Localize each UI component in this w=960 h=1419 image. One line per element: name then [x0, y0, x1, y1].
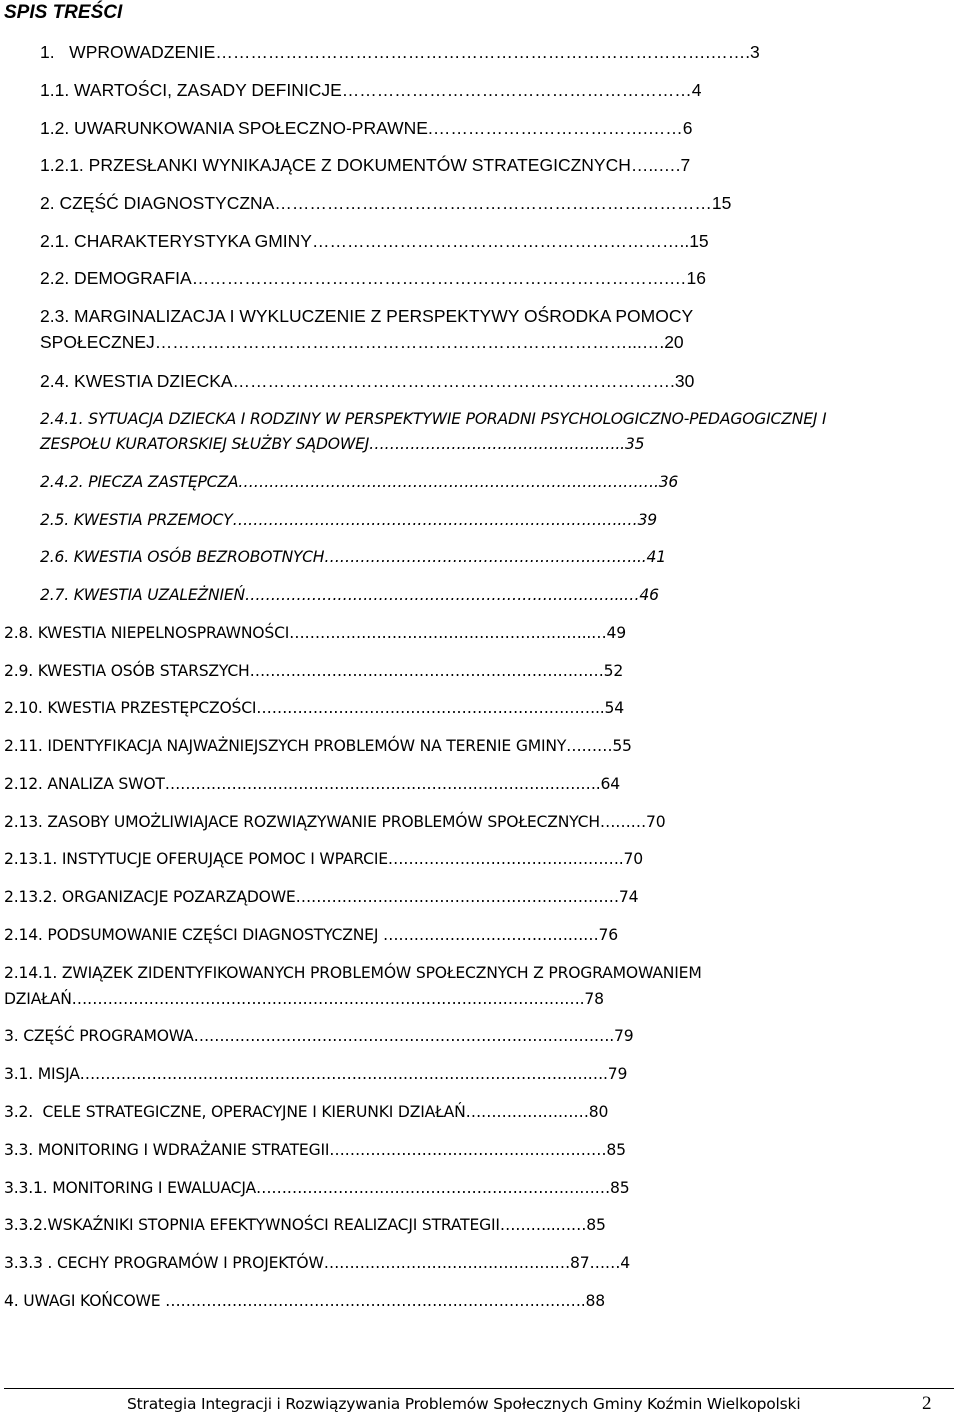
- toc-entry[interactable]: 2.4.2. PIECZA ZASTĘPCZA……………………………………………………………………….36: [40, 473, 679, 491]
- toc-entry[interactable]: 3.2. CELE STRATEGICZNE, OPERACYJNE I KIERUNKI DZIAŁAŃ……………………80: [4, 1103, 609, 1121]
- toc-entry[interactable]: 1.1. WARTOŚCI, ZASADY DEFINICJE……………………………………………………4: [40, 80, 702, 100]
- toc-entry[interactable]: 2.6. KWESTIA OSÓB BEZROBOTNYCH……………………………………………………...41: [40, 548, 666, 566]
- toc-entry[interactable]: 3.3.1. MONITORING I EWALUACJA……………………………………………………………85: [4, 1179, 630, 1197]
- toc-entry[interactable]: 3.1. MISJA………………………………………………………………………………………….79: [4, 1065, 628, 1083]
- toc-entry[interactable]: ZESPOŁU KURATORSKIEJ SŁUŻBY SĄDOWEJ…………………………………………..35: [40, 435, 645, 453]
- toc-entry[interactable]: 2.5. KWESTIA PRZEMOCY………………………………………………………………….…39: [40, 511, 658, 529]
- toc-entry[interactable]: 1.2. UWARUNKOWANIA SPOŁECZNO-PRAWNE.……………………………….……6: [40, 118, 693, 138]
- toc-entry[interactable]: 2.4.1. SYTUACJA DZIECKA I RODZINY W PERSPEKTYWIE PORADNI PSYCHOLOGICZNO-PEDAGOGICZNEJ I: [40, 410, 827, 428]
- toc-entry[interactable]: 2.7. KWESTIA UZALEŻNIEŃ………………………………………………………………..…46: [40, 586, 659, 604]
- toc-entry[interactable]: 2.12. ANALIZA SWOT………………………………………………………………………….64: [4, 775, 620, 793]
- toc-entry[interactable]: 1. WPROWADZENIE………………………………………………………………………….…….3: [40, 42, 760, 62]
- toc-entry[interactable]: 3.3.2.WSKAŹNIKI STOPNIA EFEKTYWNOŚCI REALIZACJI STRATEGII………..……85: [4, 1216, 606, 1234]
- toc-entry[interactable]: 2.8. KWESTIA NIEPELNOSPRAWNOŚCI…………………………………………………..…49: [4, 624, 626, 642]
- page-number: 2: [922, 1393, 932, 1414]
- toc-entry[interactable]: 2.10. KWESTIA PRZESTĘPCZOŚCI…………………………………………………………..54: [4, 699, 624, 717]
- toc-entry[interactable]: DZIAŁAŃ……………………………………………………………………………………….78: [4, 990, 604, 1008]
- toc-entry[interactable]: 2.4. KWESTIA DZIECKA………………………………………………………………….30: [40, 371, 695, 391]
- toc-entry[interactable]: 3.3.3 . CECHY PROGRAMÓW I PROJEKTÓW…………………………………………87……4: [4, 1254, 630, 1272]
- toc-entry[interactable]: 1.2.1. PRZESŁANKI WYNIKAJĄCE Z DOKUMENTÓW STRATEGICZNYCH…..….7: [40, 155, 691, 175]
- toc-entry[interactable]: 2.13.2. ORGANIZACJE POZARZĄDOWE………………………………………………………74: [4, 888, 639, 906]
- toc-entry[interactable]: 2.13.1. INSTYTUCJE OFERUJĄCE POMOC I WPARCIE……………………………………….70: [4, 850, 643, 868]
- toc-entry[interactable]: 2. CZĘŚĆ DIAGNOSTYCZNA…………………………………………………………………15: [40, 193, 732, 213]
- toc-entry[interactable]: 3.3. MONITORING I WDRAŻANIE STRATEGII………………………………………………85: [4, 1141, 626, 1159]
- footer-title: Strategia Integracji i Rozwiązywania Problemów Społecznych Gminy Koźmin Wielkopolski: [127, 1395, 801, 1413]
- footer-divider: [4, 1388, 954, 1389]
- toc-entry[interactable]: 2.11. IDENTYFIKACJA NAJWAŻNIEJSZYCH PROBLEMÓW NA TERENIE GMINY………55: [4, 737, 632, 755]
- toc-entry[interactable]: 3. CZĘŚĆ PROGRAMOWA……………………………………………………………………….79: [4, 1027, 634, 1045]
- toc-entry[interactable]: 2.14. PODSUMOWANIE CZĘŚCI DIAGNOSTYCZNEJ ……………………………………76: [4, 926, 618, 944]
- toc-entry[interactable]: 2.9. KWESTIA OSÓB STARSZYCH……………………………………………………………52: [4, 662, 624, 680]
- toc-entry[interactable]: 2.2. DEMOGRAFIA……………………………………………………………………….…16: [40, 268, 707, 288]
- toc-entry[interactable]: 4. UWAGI KOŃCOWE ……………………………………………………………………….88: [4, 1292, 605, 1310]
- toc-entry[interactable]: 2.1. CHARAKTERYSTYKA GMINY………………………………………………………..15: [40, 231, 709, 251]
- toc-entry[interactable]: 2.3. MARGINALIZACJA I WYKLUCZENIE Z PERSPEKTYWY OŚRODKA POMOCY: [40, 306, 694, 326]
- toc-heading: SPIS TREŚCI: [4, 2, 123, 23]
- toc-entry[interactable]: 2.14.1. ZWIĄZEK ZIDENTYFIKOWANYCH PROBLEMÓW SPOŁECZNYCH Z PROGRAMOWANIEM: [4, 964, 702, 982]
- toc-entry[interactable]: SPOŁECZNEJ………………………………………………………………………...….20: [40, 332, 684, 352]
- toc-entry[interactable]: 2.13. ZASOBY UMOŻLIWIAJACE ROZWIĄZYWANIE PROBLEMÓW SPOŁECZNYCH………70: [4, 813, 666, 831]
